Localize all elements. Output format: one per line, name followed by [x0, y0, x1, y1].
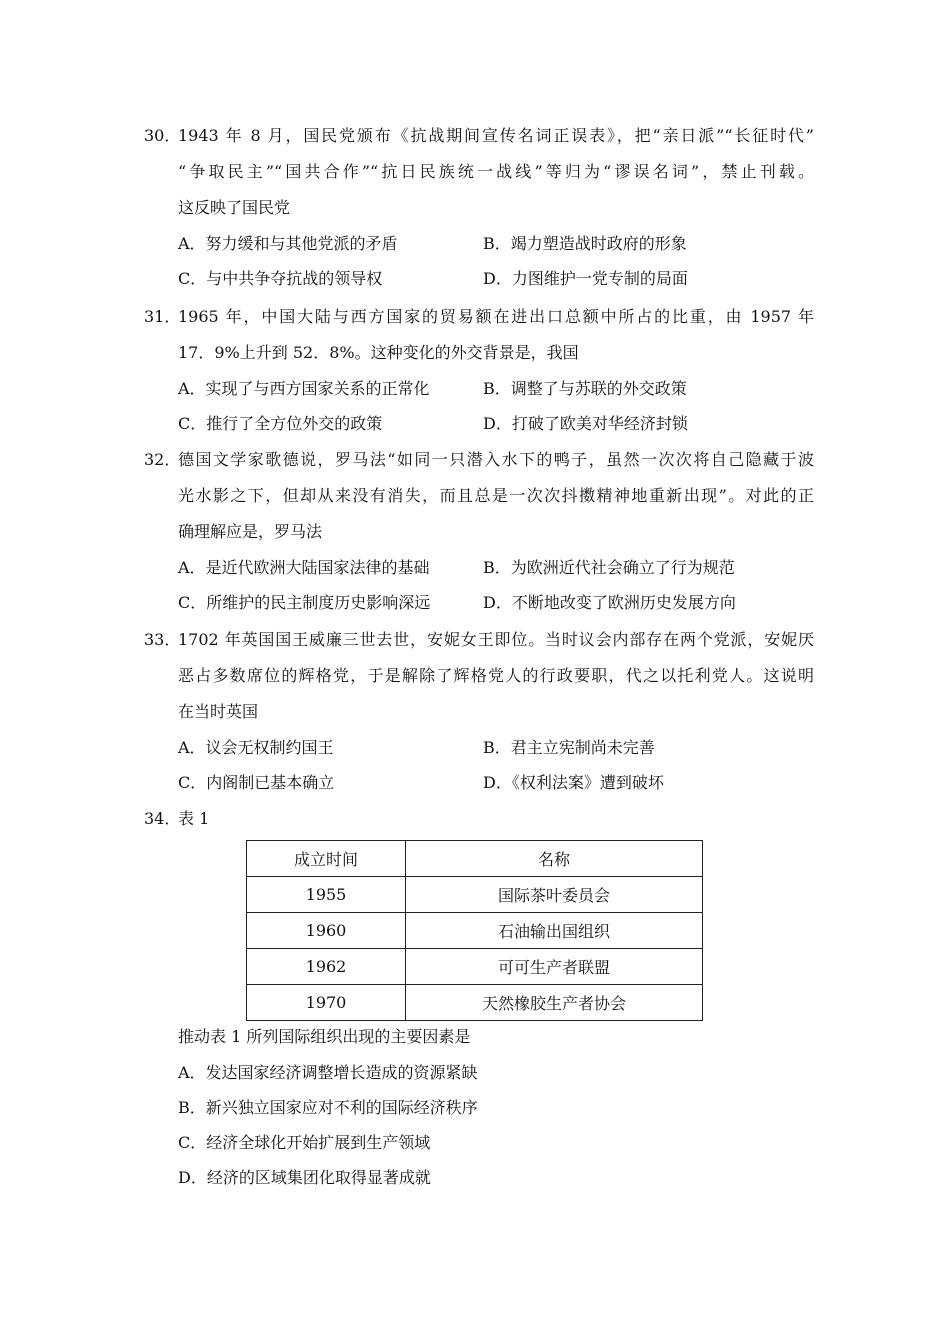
question-stem-line: 1702 年英国国王威廉三世去世，安妮女王即位。当时议会内部存在两个党派，安妮厌	[178, 630, 814, 649]
question-stem-line: 确理解应是，罗马法	[178, 522, 323, 541]
option-a[interactable]: A．议会无权制约国王	[178, 738, 334, 757]
question-stem-line: 光水影之下，但却从来没有消失，而且总是一次次抖擞精神地重新出现”。对此的正	[178, 486, 814, 505]
data-table	[246, 840, 703, 1021]
question-stem-line: 17．9%上升到 52．8%。这种变化的外交背景是，我国	[178, 343, 579, 362]
table-header: 名称	[406, 841, 703, 877]
option-a[interactable]: A．实现了与西方国家关系的正常化	[178, 379, 430, 398]
question-number: 32．	[144, 450, 181, 469]
question-stem-line: 这反映了国民党	[178, 198, 291, 217]
table-cell-year: 1970	[247, 985, 406, 1021]
table-cell-year: 1960	[247, 913, 406, 949]
question-stem-line: “争取民主”“国共合作”“抗日民族统一战线”等归为“谬误名词”，禁止刊载。	[178, 162, 814, 181]
option-a[interactable]: A．发达国家经济调整增长造成的资源紧缺	[178, 1063, 478, 1082]
question-number: 31．	[144, 307, 181, 326]
table-row	[247, 913, 703, 949]
question-34-options	[144, 1019, 814, 1195]
option-d[interactable]: D．经济的区域集团化取得显著成就	[178, 1168, 431, 1187]
option-c[interactable]: C．内阁制已基本确立	[178, 773, 335, 792]
option-d[interactable]: D．不断地改变了欧洲历史发展方向	[483, 593, 736, 612]
option-b[interactable]: B．君主立宪制尚未完善	[483, 738, 655, 757]
question-stem-line: 恶占多数席位的辉格党，于是解除了辉格党人的行政要职，代之以托利党人。这说明	[178, 666, 814, 685]
option-d[interactable]: D．力图维护一党专制的局面	[483, 269, 688, 288]
question-stem-line: 在当时英国	[178, 702, 259, 721]
option-c[interactable]: C．所维护的民主制度历史影响深远	[178, 593, 431, 612]
option-d[interactable]: D．《权利法案》遭到破坏	[483, 773, 664, 792]
option-b[interactable]: B．为欧洲近代社会确立了行为规范	[483, 558, 735, 577]
question-31	[144, 299, 814, 441]
table-header: 成立时间	[247, 841, 406, 877]
question-stem-line: 1965 年，中国大陆与西方国家的贸易额在进出口总额中所占的比重，由 1957 年	[178, 307, 814, 326]
option-b[interactable]: B．竭力塑造战时政府的形象	[483, 234, 687, 253]
table-cell-year: 1955	[247, 877, 406, 913]
table-cell-name: 国际茶叶委员会	[406, 877, 703, 913]
question-stem-line: 推动表 1 所列国际组织出现的主要因素是	[178, 1027, 471, 1046]
option-c[interactable]: C．推行了全方位外交的政策	[178, 414, 383, 433]
table-caption: 表 1	[178, 809, 210, 828]
table-cell-name: 石油输出国组织	[406, 913, 703, 949]
question-number: 34．	[144, 809, 181, 828]
question-number: 33．	[144, 630, 181, 649]
question-30	[144, 118, 814, 296]
option-a[interactable]: A．努力缓和与其他党派的矛盾	[178, 234, 398, 253]
question-number: 30．	[144, 126, 181, 145]
option-b[interactable]: B．调整了与苏联的外交政策	[483, 379, 687, 398]
question-stem-line: 德国文学家歌德说，罗马法“如同一只潜入水下的鸭子，虽然一次次将自己隐藏于波	[178, 450, 814, 469]
question-32	[144, 442, 814, 620]
question-34	[144, 801, 814, 837]
table-row	[247, 877, 703, 913]
table-cell-name: 天然橡胶生产者协会	[406, 985, 703, 1021]
table-cell-year: 1962	[247, 949, 406, 985]
table-row	[247, 985, 703, 1021]
option-c[interactable]: C．经济全球化开始扩展到生产领域	[178, 1133, 431, 1152]
question-33	[144, 622, 814, 800]
option-a[interactable]: A．是近代欧洲大陆国家法律的基础	[178, 558, 430, 577]
option-c[interactable]: C．与中共争夺抗战的领导权	[178, 269, 383, 288]
table-row	[247, 949, 703, 985]
table-cell-name: 可可生产者联盟	[406, 949, 703, 985]
table-header-row	[247, 841, 703, 877]
option-b[interactable]: B．新兴独立国家应对不利的国际经济秩序	[178, 1098, 478, 1117]
option-d[interactable]: D．打破了欧美对华经济封锁	[483, 414, 688, 433]
question-stem-line: 1943 年 8 月，国民党颁布《抗战期间宣传名词正误表》，把“亲日派”“长征时代”	[178, 126, 814, 145]
